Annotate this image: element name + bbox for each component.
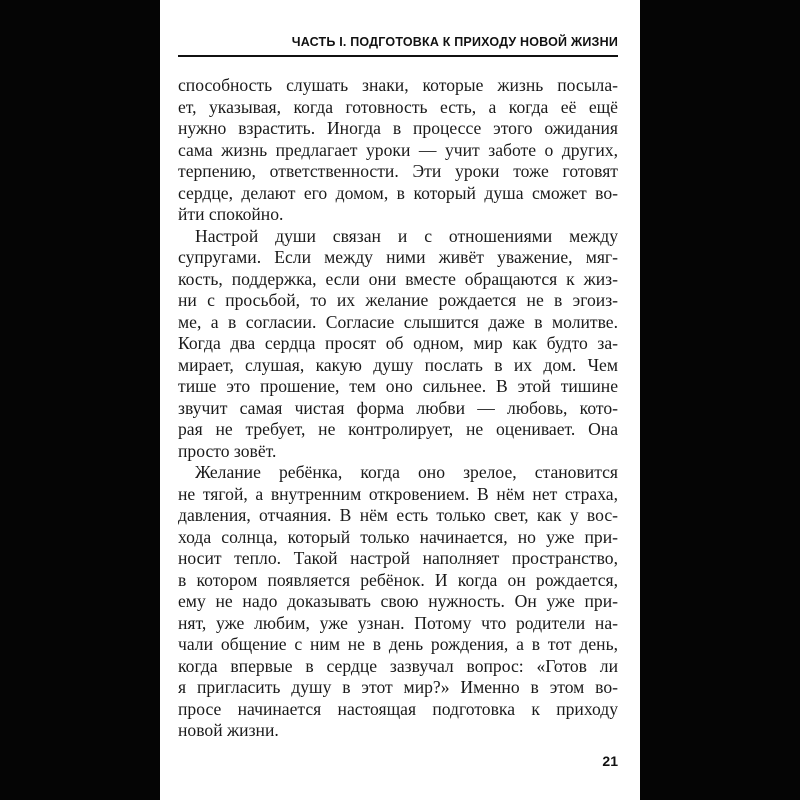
- text-line: кость, поддержка, если они вместе обращаются к жиз-: [178, 268, 618, 289]
- page-number: 21: [602, 753, 618, 769]
- text-line: йти спокойно.: [178, 204, 284, 224]
- text-line: нужно взрастить. Иногда в процессе этого ожидания: [178, 118, 618, 138]
- text-line: мирает, слушая, какую душу послать в их дом. Чем: [178, 354, 618, 375]
- text-line: рая не требует, не контролирует, не оценивает. Она: [178, 419, 618, 439]
- text-line: сердце, делают его домом, в который душа сможет во-: [178, 182, 618, 203]
- running-header: ЧАСТЬ I. ПОДГОТОВКА К ПРИХОДУ НОВОЙ ЖИЗНИ: [291, 35, 618, 49]
- text-line: супругами. Если между ними живёт уважение, мяг-: [178, 247, 618, 267]
- text-line: просто зовёт.: [178, 440, 277, 461]
- text-line: Когда два сердца просят об одном, мир как будто за-: [178, 333, 618, 353]
- paragraph-first-line: Настрой души связан и с отношениями между: [195, 225, 618, 246]
- header-rule: [178, 55, 618, 57]
- text-line: не тягой, а внутренним откровением. В нём нет страха,: [178, 483, 618, 504]
- body-text: [178, 75, 618, 742]
- paragraph-first-line: Желание ребёнка, когда оно зрелое, становится: [195, 462, 618, 482]
- text-line: способность слушать знаки, которые жизнь посыла-: [178, 75, 618, 95]
- left-black-margin: [0, 0, 160, 800]
- text-line: ни с просьбой, то их желание рождается не в эгоиз-: [178, 290, 618, 310]
- text-line: ему не надо доказывать свою нужность. Он уже при-: [178, 591, 618, 611]
- text-line: носит тепло. Такой настрой наполняет пространство,: [178, 548, 618, 568]
- text-line: терпению, ответственности. Эти уроки тоже готовят: [178, 161, 618, 181]
- text-line: ет, указывая, когда готовность есть, а когда её ещё: [178, 96, 618, 117]
- text-line: тише это прошение, тем оно сильнее. В этой тишине: [178, 376, 618, 396]
- text-line: когда впервые в сердце зазвучал вопрос: «Готов ли: [178, 655, 618, 676]
- text-line: я пригласить душу в этот мир?» Именно в этом во-: [178, 677, 618, 697]
- text-line: ме, а в согласии. Согласие слышится даже в молитве.: [178, 311, 618, 332]
- text-line: звучит самая чистая форма любви — любовь, кото-: [178, 397, 618, 418]
- text-line: хода солнца, который только начинается, но уже при-: [178, 526, 618, 547]
- text-line: нят, уже любим, уже узнан. Потому что родители на-: [178, 612, 618, 633]
- text-line: новой жизни.: [178, 720, 279, 740]
- text-line: сама жизнь предлагает уроки — учит заботе о других,: [178, 139, 618, 160]
- text-line: чали общение с ним не в день рождения, а в тот день,: [178, 634, 618, 654]
- text-line: в котором появляется ребёнок. И когда он рождается,: [178, 569, 618, 590]
- right-black-margin: [640, 0, 800, 800]
- text-line: просе начинается настоящая подготовка к приходу: [178, 698, 618, 719]
- text-line: давления, отчаяния. В нём есть только свет, как у вос-: [178, 505, 618, 525]
